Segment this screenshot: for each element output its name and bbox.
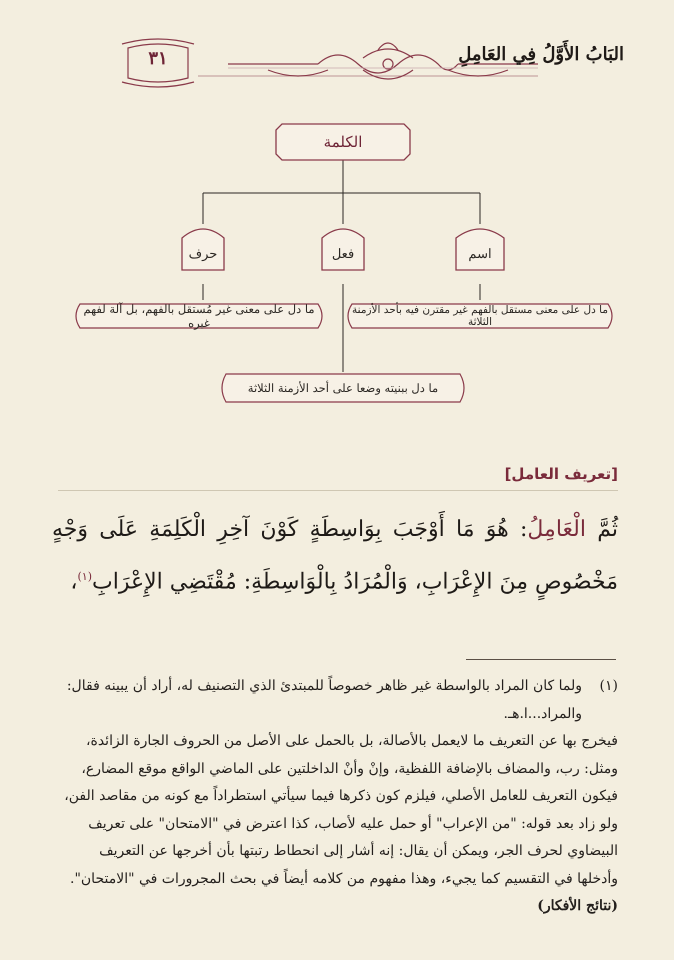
footnote-line: فيخرج بها عن التعريف ما لايعمل بالأصالة، بل بالحمل على الأصل من الحروف الجارة الزائدة، [85, 733, 618, 749]
footnotes [52, 673, 618, 921]
footnote-source: (نتائج الأفكار) [537, 898, 618, 914]
footnote-line: البيضاوي لحرف الجر، ويمكن أن يقال: إنه أشار إلى انحطاط رتبتها بأن أخرجها عن التعريف [99, 843, 618, 859]
chapter-title: البَابُ الأَوَّلُ فِي العَامِلِ [458, 44, 624, 65]
main-text-keyword: الْعَامِلُ [527, 517, 586, 542]
footnote-line: وأدخلها في التقسيم كما يجيء، وهذا مفهوم من كلامه أيضاً في بحث المجرورات في "الامتحان". [70, 870, 618, 887]
page-number: ٣١ [148, 48, 168, 69]
word-classification-diagram [0, 0, 674, 430]
main-text-body: : هُوَ مَا أَوْجَبَ بِوَاسِطَةٍ كَوْنَ آخِرِ الْكَلِمَةِ عَلَى وَجْهٍ مَخْصُوصٍ مِنَ الإِعْرَابِ، وَالْمُرَادُ بِالْوَاسِطَةِ: مُقْتَضِي الإِعْرَابِ [52, 517, 618, 595]
diagram-category-particle: حرف [188, 246, 218, 262]
footnote-continuation [52, 728, 618, 921]
heading-divider [58, 490, 618, 491]
main-text [52, 506, 618, 605]
footnote-divider [466, 659, 616, 660]
diagram-definition-noun: ما دل على معنى مستقل بالفهم غير مقترن فيه بأحد الأزمنة الثلاثة [352, 304, 608, 328]
main-text-intro: ثُمَّ [585, 517, 618, 542]
diagram-root-word: الكلمة [323, 133, 363, 151]
diagram-definition-verb: ما دل ببنيته وضعا على أحد الأزمنة الثلاثة [247, 381, 439, 395]
footnote-number: (١) [599, 678, 618, 694]
main-text-end: ، [70, 569, 78, 595]
footnote-line: ولما كان المراد بالواسطة غير ظاهر خصوصاً للمبتدئ الذي التصنيف له، أراد أن يبينه فقال: [66, 678, 582, 694]
footnote-reference[interactable]: (١) [77, 570, 93, 583]
footnote-body [52, 673, 582, 728]
footnote-line: ومثل: رب، والمضاف بالإضافة اللفظية، وإنْ وأنْ الداخلتين على الماضي الواقع موقع المضارع، [81, 760, 618, 777]
footnote-line: والمراد...ا.هـ. [503, 705, 582, 722]
diagram-category-noun: اسم [468, 246, 492, 262]
footnote-line: ولو زاد بعد قوله: "من الإعراب" أو حمل عليه لأصاب، كذا اعترض في "الامتحان" على تعريف [88, 815, 618, 832]
diagram-definition-particle: ما دل على معنى غير مُستقل بالفهم، بل آلة لفهم غيره [83, 302, 315, 330]
footnote-line: فيكون التعريف للعامل الأصلي، فيلزم كون ذكرها فيما سيأتي استطراداً مع كونه من مقاصد الفن، [64, 788, 618, 804]
diagram-category-verb: فعل [331, 246, 355, 262]
section-heading: [تعريف العامل] [504, 465, 618, 483]
